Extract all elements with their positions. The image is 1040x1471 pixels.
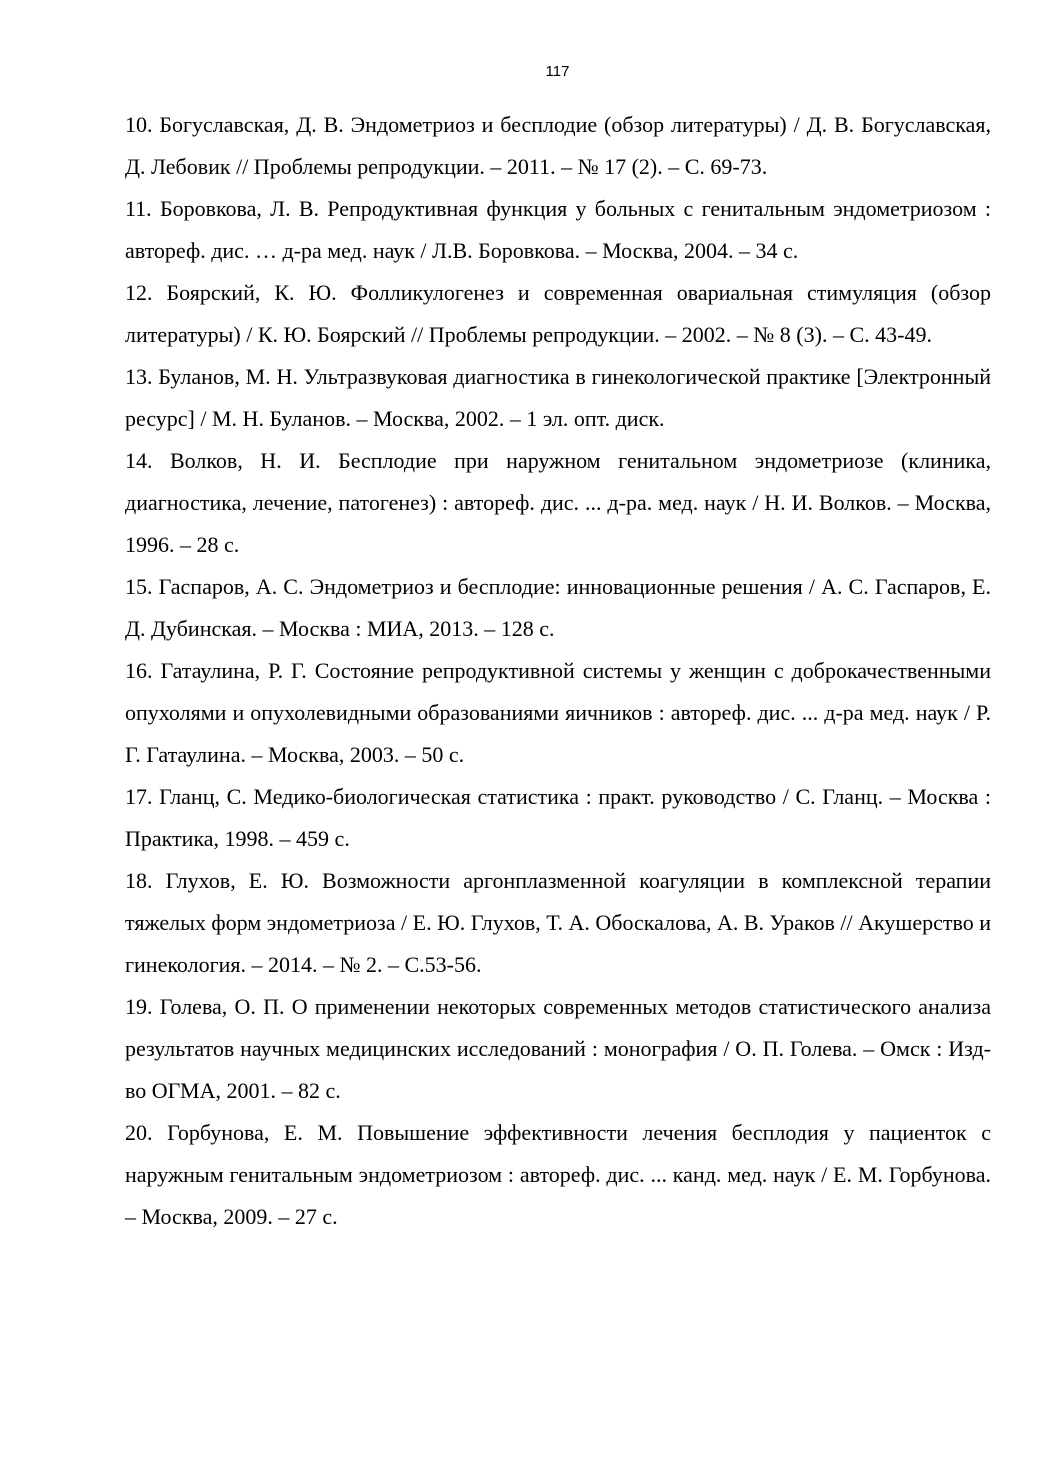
reference-item-19: 19. Голева, О. П. О применении некоторых современных методов статистического анализа результатов научных медицинских исследований : монография / О. П. Голева. – Омск : Изд-во ОГМА, 2001. – 82 с.: [125, 994, 991, 1103]
page-number: 117: [545, 63, 570, 80]
reference-item-18: 18. Глухов, Е. Ю. Возможности аргонплазменной коагуляции в комплексной терапии тяжелых форм эндометриоза / Е. Ю. Глухов, Т. А. Обоскалова, А. В. Ураков // Акушерство и гинекология. – 2014. – № 2. – С.53-56.: [125, 868, 991, 977]
reference-list: [125, 104, 991, 1238]
reference-item-20: 20. Горбунова, Е. М. Повышение эффективности лечения бесплодия у пациенток с наружным генитальным эндометриозом : автореф. дис. ... канд. мед. наук / Е. М. Горбунова. – Москва, 2009. – 27 с.: [125, 1120, 991, 1229]
reference-item-13: 13. Буланов, М. Н. Ультразвуковая диагностика в гинекологической практике [Электронный ресурс] / М. Н. Буланов. – Москва, 2002. – 1 эл. опт. диск.: [125, 364, 991, 431]
reference-item-16: 16. Гатаулина, Р. Г. Состояние репродуктивной системы у женщин с доброкачественными опухолями и опухолевидными образованиями яичников : автореф. дис. ... д-ра мед. наук / Р. Г. Гатаулина. – Москва, 2003. – 50 с.: [125, 658, 991, 767]
reference-item-14: 14. Волков, Н. И. Бесплодие при наружном генитальном эндометриозе (клиника, диагностика, лечение, патогенез) : автореф. дис. ... д-ра. мед. наук / Н. И. Волков. – Москва, 1996. – 28 с.: [125, 448, 991, 557]
reference-item-17: 17. Гланц, С. Медико-биологическая статистика : практ. руководство / С. Гланц. – Москва : Практика, 1998. – 459 с.: [125, 784, 991, 851]
reference-item-11: 11. Боровкова, Л. В. Репродуктивная функция у больных с генитальным эндометриозом : автореф. дис. … д-ра мед. наук / Л.В. Боровкова. – Москва, 2004. – 34 с.: [125, 196, 991, 263]
reference-item-10: 10. Богуславская, Д. В. Эндометриоз и бесплодие (обзор литературы) / Д. В. Богуславская, Д. Лебовик // Проблемы репродукции. – 2011. – № 17 (2). – С. 69-73.: [125, 112, 991, 179]
reference-item-15: 15. Гаспаров, А. С. Эндометриоз и бесплодие: инновационные решения / А. С. Гаспаров, Е. Д. Дубинская. – Москва : МИА, 2013. – 128 с.: [125, 574, 991, 641]
reference-item-12: 12. Боярский, К. Ю. Фолликулогенез и современная овариальная стимуляция (обзор литературы) / К. Ю. Боярский // Проблемы репродукции. – 2002. – № 8 (3). – С. 43-49.: [125, 280, 991, 347]
